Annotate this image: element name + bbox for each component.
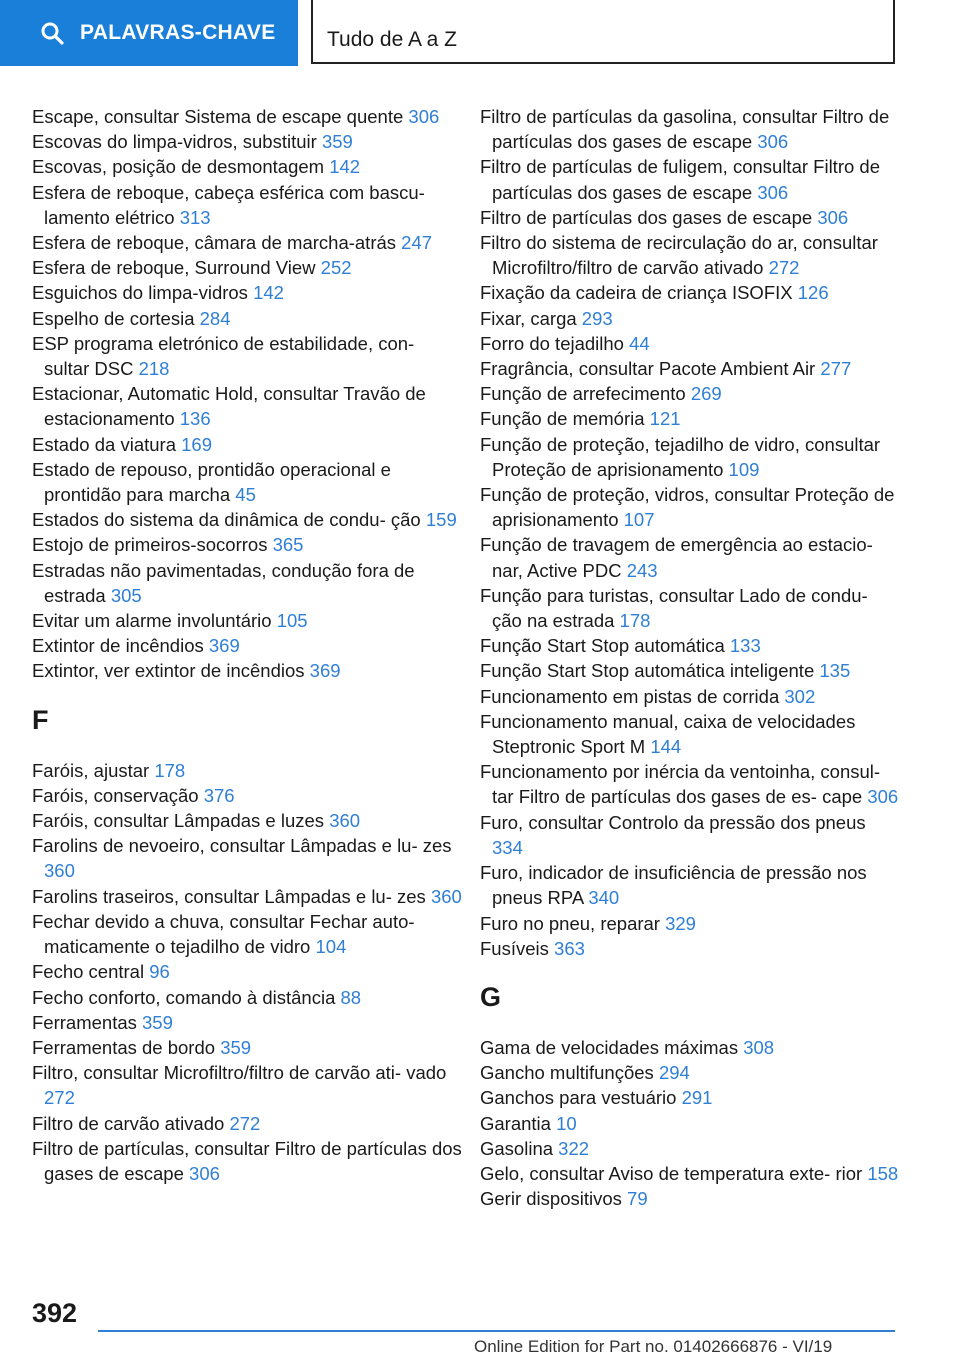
index-entry-text: Gasolina [480,1137,554,1159]
index-entry-page-link[interactable]: 322 [558,1137,590,1159]
index-column-left [32,104,462,1186]
index-entry-text: Funcionamento em pistas de corrida [480,685,780,707]
index-entry-page-link[interactable]: 135 [819,660,851,682]
index-entry [32,884,462,909]
index-entry-page-link[interactable]: 88 [340,986,362,1008]
index-entry [480,936,900,961]
index-entry-page-link[interactable]: 178 [154,759,186,781]
index-entry-page-link[interactable]: 306 [867,786,899,808]
index-entry [480,810,900,860]
index-entry-text: Gerir dispositivos [480,1188,622,1210]
index-entry-page-link[interactable]: 121 [649,408,681,430]
index-entry-page-link[interactable]: 45 [235,484,256,506]
index-entry-page-link[interactable]: 291 [681,1087,713,1109]
index-entry [480,1111,900,1136]
index-entry-page-link[interactable]: 360 [44,860,75,882]
index-entry [32,909,462,959]
index-letter-heading: G [480,981,502,1012]
index-entry [480,1186,900,1211]
index-entry [32,658,462,683]
index-entry [32,104,462,129]
index-entry [480,633,900,658]
index-entry [480,331,900,356]
index-entry [32,985,462,1010]
index-entry-page-link[interactable]: 306 [408,106,440,127]
keywords-button-label: PALAVRAS-CHAVE [80,21,276,44]
index-entry-page-link[interactable]: 369 [208,635,240,657]
index-entry-text: Estojo de primeiros-socorros [32,534,268,556]
index-entry-text: Gancho multifunções [480,1062,654,1084]
index-entry-text: Furo, indicador de insuficiência de pressão nos pneus RPA [480,862,867,909]
index-entry-page-link[interactable]: 334 [492,836,523,858]
index-entry [32,558,462,608]
index-entry-text: Fusíveis [480,937,549,959]
index-entry-page-link[interactable]: 109 [728,458,760,480]
index-entry-page-link[interactable]: 293 [581,307,613,329]
index-entry-page-link[interactable]: 306 [757,181,789,203]
index-entry [480,280,900,305]
index-entry [32,783,462,808]
index-entry-page-link[interactable]: 313 [179,206,211,228]
index-entry [480,381,900,406]
index-entry-page-link[interactable]: 107 [623,509,655,531]
index-letter-heading: F [32,704,49,735]
index-entry-page-link[interactable]: 277 [820,358,852,380]
index-entry-text: Estados do sistema da dinâmica de condu- ção [32,509,421,531]
index-entry-text: Estado de repouso, prontidão operacional e prontidão para marcha [32,458,391,506]
index-entry [480,759,900,809]
index-entry [480,1161,900,1186]
index-entry [32,1111,462,1136]
index-entry-page-link[interactable]: 306 [817,206,849,228]
index-column-right [480,104,900,1211]
search-icon [40,21,64,45]
index-entry-page-link[interactable]: 136 [179,408,211,430]
index-entry [32,381,462,431]
index-entry-text: Estacionar, Automatic Hold, consultar Travão de estacionamento [32,383,426,430]
index-entry-text: Esfera de reboque, câmara de marcha-atrás [32,232,397,254]
index-entry-text: Escovas do limpa-vidros, substituir [32,131,317,153]
index-entry-text: Fecho central [32,961,145,983]
index-entry [32,633,462,658]
index-entry [32,608,462,633]
index-entry-text: Filtro, consultar Microfiltro/filtro de carvão ati- vado [32,1062,447,1084]
index-entry-text: Filtro de carvão ativado [32,1112,225,1134]
index-entry-page-link[interactable]: 376 [203,784,235,806]
index-entry-text: Farolins traseiros, consultar Lâmpadas e lu- zes [32,885,426,907]
index-entry-page-link[interactable]: 359 [142,1011,173,1033]
index-entry [480,1060,900,1085]
index-entry-text: Extintor, ver extintor de incêndios [32,660,305,682]
index-entry-text: ESP programa eletrónico de estabilidade, con- sultar DSC [32,332,415,380]
index-entry [32,457,462,507]
index-entry [32,331,462,381]
index-entry-text: Ferramentas de bordo [32,1036,216,1058]
index-entry [32,1136,462,1186]
index-entry-page-link[interactable]: 126 [797,282,829,304]
index-entry-text: Filtro de partículas, consultar Filtro de partículas dos gases de escape [32,1137,462,1184]
header [0,0,960,66]
index-entry [480,709,900,759]
index-entry-text: Função de memória [480,408,645,430]
index-entry-text: Funcionamento manual, caixa de velocidades Steptronic Sport M [480,710,856,758]
index-entry-text: Função de proteção, tejadilho de vidro, consultar Proteção de aprisionamento [480,433,881,480]
index-entry [480,532,900,582]
index-entry [32,154,462,179]
index-entry-text: Furo, consultar Controlo da pressão dos pneus [480,811,866,833]
index-entry [32,432,462,457]
index-entry [32,1035,462,1060]
index-entry-page-link[interactable]: 142 [253,282,284,304]
index-entry-text: Fixação da cadeira de criança ISOFIX [480,282,793,304]
index-entry-page-link[interactable]: 359 [321,131,353,153]
index-entry-page-link[interactable]: 360 [430,885,462,907]
index-entry-page-link[interactable]: 105 [276,610,308,632]
index-entry-text: Forro do tejadilho [480,332,624,354]
index-entry-page-link[interactable]: 218 [138,358,170,380]
index-entry [32,129,462,154]
tab-a-to-z-label: Tudo de A a Z [327,28,457,51]
index-entry [32,306,462,331]
index-entry-page-link[interactable]: 272 [229,1112,261,1134]
index-entry-page-link[interactable]: 294 [658,1062,690,1084]
index-entry [32,1010,462,1035]
index-entry-text: Ganchos para vestuário [480,1087,677,1109]
index-entry-text: Estradas não pavimentadas, condução fora de estrada [32,559,415,606]
index-entry-text: Evitar um alarme involuntário [32,610,272,632]
index-entry-page-link[interactable]: 159 [425,509,457,531]
index-entry [32,959,462,984]
keywords-button[interactable] [0,0,298,66]
index-entry-text: Filtro de partículas dos gases de escape [480,206,813,228]
index-entry-page-link[interactable]: 369 [309,660,341,682]
index-entry-text: Escovas, posição de desmontagem [32,156,325,178]
index-entry-page-link[interactable]: 133 [729,635,761,657]
index-entry [32,532,462,557]
index-entry [480,205,900,230]
index-entry-text: Esfera de reboque, Surround View [32,257,316,279]
index-entry-page-link[interactable]: 144 [650,736,682,758]
edition-text: Online Edition for Part no. 01402666876 - VI/19 [474,1337,833,1356]
index-entry-page-link[interactable]: 284 [199,307,231,329]
index-entry-page-link[interactable]: 142 [329,156,361,178]
index-entry-page-link[interactable]: 169 [181,433,212,455]
index-entry-text: Fixar, carga [480,307,577,329]
index-entry-text: Fecho conforto, comando à distância [32,986,336,1008]
index-entry [32,758,462,783]
index-entry [480,860,900,910]
index-entry-text: Fechar devido a chuva, consultar Fechar auto- maticamente o tejadilho de vidro [32,910,415,958]
index-entry-text: Faróis, consultar Lâmpadas e luzes [32,810,325,832]
index-entry [480,406,900,431]
index-entry-page-link[interactable]: 329 [665,912,696,934]
index-entry [480,306,900,331]
index-entry [480,432,900,482]
index-entry [480,154,900,204]
index-entry [480,1136,900,1161]
index-entry-text: Função Start Stop automática [480,635,725,657]
index-entry-text: Gelo, consultar Aviso de temperatura exte- rior [480,1162,863,1184]
index-entry-page-link[interactable]: 269 [690,383,722,405]
index-entry [480,684,900,709]
index-entry [32,280,462,305]
index-entry [480,911,900,936]
index-entry-page-link[interactable]: 272 [44,1087,75,1109]
index-entry-text: Espelho de cortesia [32,307,195,329]
index-entry [32,180,462,230]
index-entry-page-link[interactable]: 365 [272,534,304,556]
index-entry-text: Esfera de reboque, cabeça esférica com bascu- lamento elétrico [32,181,425,228]
index-entry [480,356,900,381]
index-entry [32,230,462,255]
index-entry-page-link[interactable]: 359 [220,1036,252,1058]
index-entry [480,482,900,532]
index-entry-text: Função de travagem de emergência ao estacio- nar, Active PDC [480,534,873,581]
index-entry-page-link[interactable]: 306 [757,131,789,153]
index-entry-page-link[interactable]: 243 [626,559,658,581]
index-entry-text: Função Start Stop automática inteligente [480,660,815,682]
index-entry-text: Extintor de incêndios [32,635,204,657]
index-entry-page-link[interactable]: 10 [556,1112,577,1134]
tab-a-to-z[interactable] [311,0,895,64]
index-entry-page-link[interactable]: 272 [768,257,800,279]
index-entry-page-link[interactable]: 340 [588,887,620,909]
index-entry [480,658,900,683]
index-entry-text: Filtro de partículas de fuligem, consultar Filtro de partículas dos gases de escape [480,156,880,203]
index-entry [480,583,900,633]
index-entry [480,1085,900,1110]
index-entry-page-link[interactable]: 79 [627,1188,648,1210]
index-entry-page-link[interactable]: 252 [320,257,352,279]
index-entry-page-link[interactable]: 363 [554,937,585,959]
index-entry-text: Escape, consultar Sistema de escape quente [32,106,404,127]
index-entry-text: Função de proteção, vidros, consultar Proteção de aprisionamento [480,484,895,531]
index-entry-page-link[interactable]: 178 [619,610,651,632]
index-entry-text: Farolins de nevoeiro, consultar Lâmpadas e lu- zes [32,835,452,857]
index-entry-text: Função para turistas, consultar Lado de condu- ção na estrada [480,584,868,632]
index-entry-page-link[interactable]: 104 [315,936,347,958]
index-entry-page-link[interactable]: 44 [629,332,650,354]
index-entry-text: Gama de velocidades máximas [480,1036,739,1058]
index-entry [32,1060,462,1110]
index-entry-text: Função de arrefecimento [480,383,686,405]
index-entry [32,255,462,280]
index-entry-page-link[interactable]: 305 [110,584,142,606]
index-entry-page-link[interactable]: 158 [867,1162,899,1184]
footer-divider [98,1330,895,1332]
index-entry-page-link[interactable]: 306 [189,1162,220,1184]
index-entry [32,808,462,833]
index-entry [32,833,462,883]
index-entry-text: Filtro do sistema de recirculação do ar, consultar Microfiltro/filtro de carvão ativado [480,232,878,279]
index-entry-page-link[interactable]: 247 [401,232,433,254]
page-number: 392 [32,1298,78,1328]
index-entry-text: Esguichos do limpa-vidros [32,282,248,304]
index-entry-text: Funcionamento por inércia da ventoinha, consul- tar Filtro de partículas dos gases de es- cape [480,761,881,808]
index-entry [480,104,900,154]
index-entry-text: Garantia [480,1112,551,1134]
index-entry [480,230,900,280]
index-entry-text: Faróis, ajustar [32,759,150,781]
index-entry-page-link[interactable]: 302 [784,685,816,707]
index-entry [480,1035,900,1060]
index-entry-page-link[interactable]: 308 [743,1036,775,1058]
index-entry-text: Faróis, conservação [32,784,199,806]
index-entry-text: Ferramentas [32,1011,137,1033]
index-entry-text: Filtro de partículas da gasolina, consultar Filtro de partículas dos gases de escape [480,106,890,153]
index-entry-page-link[interactable]: 360 [329,810,361,832]
index-entry-text: Estado da viatura [32,433,176,455]
index-entry-text: Furo no pneu, reparar [480,912,660,934]
index-entry-page-link[interactable]: 96 [149,961,170,983]
index-entry [32,507,462,532]
index-entry-text: Fragrância, consultar Pacote Ambient Air [480,358,816,380]
